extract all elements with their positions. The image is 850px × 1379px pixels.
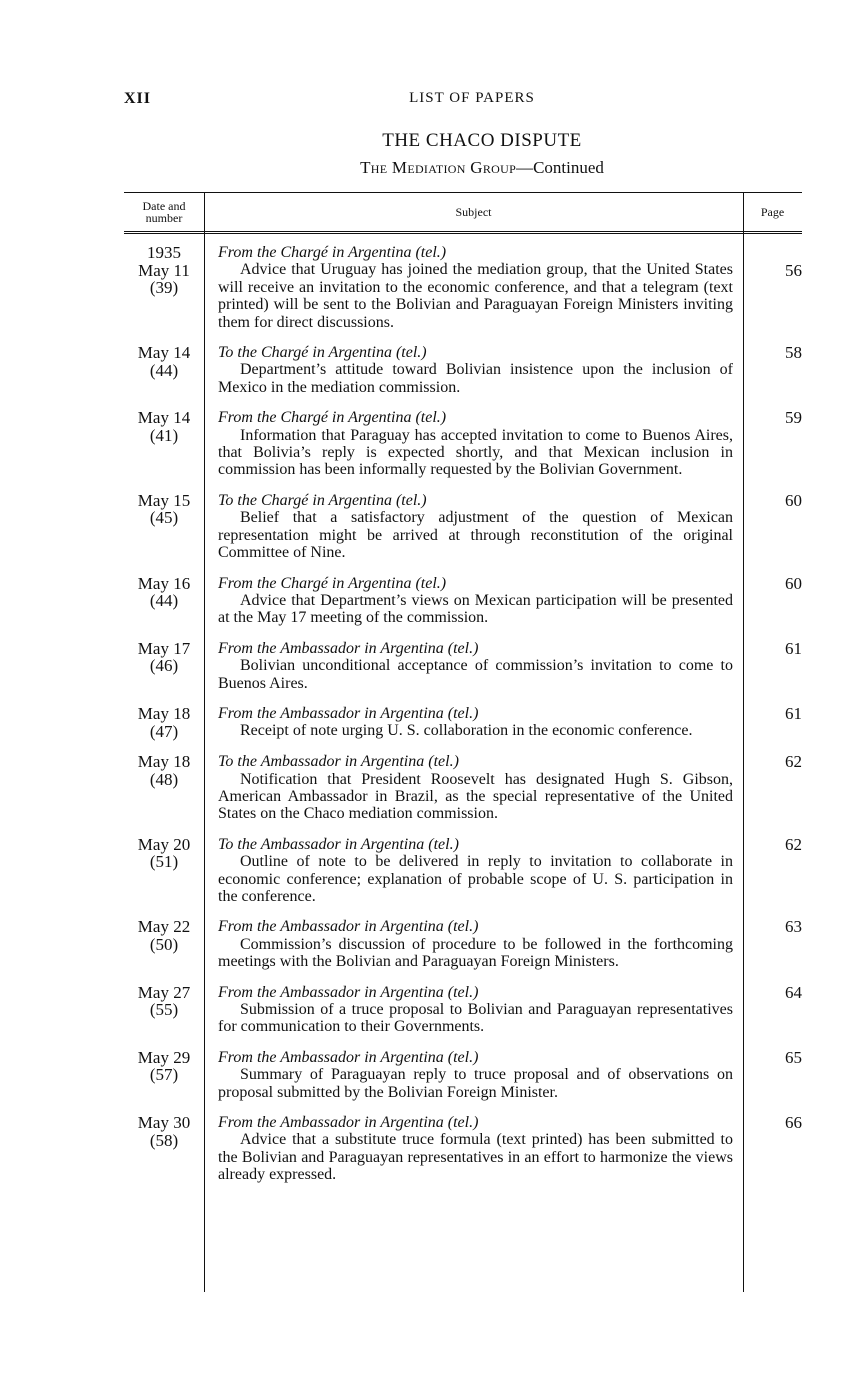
page-reference: 61 [785, 703, 802, 723]
subject-summary: Commission’s discussion of procedure to be followed in the forthcoming meetings with the Bolivian and Paraguayan Foreign Ministers. [218, 935, 733, 971]
subject-cell [218, 836, 733, 906]
correspondent-line [218, 244, 733, 261]
date-cell [124, 344, 204, 396]
column-header-date-line2: number [145, 211, 183, 225]
document-number: (45) [149, 508, 179, 528]
subject-cell [218, 640, 733, 692]
subject-cell [218, 244, 733, 331]
running-head [124, 90, 800, 112]
table-row [124, 1114, 802, 1184]
telegram-marker: (tel.) [447, 1114, 479, 1132]
date-label: May 30 [137, 1113, 191, 1133]
telegram-marker: (tel.) [447, 983, 479, 1001]
telegram-marker: (tel.) [447, 704, 479, 722]
correspondent: From the Chargé in Argentina [218, 574, 412, 592]
date-label: May 11 [138, 260, 190, 280]
date-cell [124, 918, 204, 970]
document-number: (48) [149, 769, 179, 789]
correspondent: From the Ambassador in Argentina [218, 918, 444, 936]
telegram-marker: (tel.) [415, 244, 447, 261]
date-label: May 29 [137, 1047, 191, 1067]
subject-cell [218, 753, 733, 823]
date-label: May 14 [137, 408, 191, 428]
section-title: THE CHACO DISPUTE [382, 130, 582, 151]
date-label: May 22 [137, 917, 191, 937]
document-number: (47) [149, 721, 179, 741]
subject-summary: Belief that a satisfactory adjustment of the question of Mexican representation might be arrived at through reconstitution of the original Committee of Nine. [218, 509, 733, 562]
date-cell [124, 409, 204, 479]
subject-cell [218, 1049, 733, 1101]
page-cell [743, 1114, 802, 1184]
page-cell [743, 575, 802, 627]
page-cell [743, 640, 802, 692]
table-row [124, 409, 802, 479]
table-row [124, 705, 802, 740]
correspondent-line [218, 344, 733, 361]
telegram-marker: (tel.) [395, 344, 427, 362]
section-subtitle-main: The Mediation Group [360, 158, 517, 177]
date-label: May 14 [137, 343, 191, 363]
correspondent: To the Ambassador in Argentina [218, 753, 425, 771]
page-cell [743, 836, 802, 906]
correspondent-line [218, 1049, 733, 1066]
document-number: (51) [149, 852, 179, 872]
table-row [124, 244, 802, 331]
document-number: (55) [149, 1000, 179, 1020]
running-title: LIST OF PAPERS [409, 90, 535, 106]
subject-summary: Summary of Paraguayan reply to truce proposal and of observations on proposal submitted by the Bolivian Foreign Minister. [218, 1066, 733, 1101]
year-label: 1935 [147, 243, 181, 262]
column-header-date [124, 192, 204, 232]
table-body [124, 244, 802, 1197]
document-number: (57) [149, 1065, 179, 1085]
table-row [124, 640, 802, 692]
page-reference: 60 [785, 490, 802, 510]
telegram-marker: (tel.) [447, 1048, 479, 1066]
correspondent-line [218, 1114, 733, 1131]
telegram-marker: (tel.) [415, 574, 447, 592]
subject-summary: Notification that President Roosevelt has designated Hugh S. Gibson, American Ambassador in Brazil, as the special representative of the United States on the Chaco mediation commission. [218, 770, 733, 823]
table-row [124, 984, 802, 1036]
subject-summary: Department’s attitude toward Bolivian insistence upon the inclusion of Mexico in the mediation commission. [218, 361, 733, 396]
page-reference: 63 [785, 917, 802, 937]
correspondent: From the Ambassador in Argentina [218, 639, 444, 657]
telegram-marker: (tel.) [447, 639, 479, 657]
subject-cell [218, 492, 733, 562]
correspondent-line [218, 575, 733, 592]
subject-summary: Advice that a substitute truce formula (text printed) has been submitted to the Bolivian and Paraguayan representatives in an effort to harmonize the views already expressed. [218, 1131, 733, 1184]
correspondent: From the Chargé in Argentina [218, 244, 412, 261]
subject-cell [218, 918, 733, 970]
page-reference: 60 [785, 573, 802, 593]
page-cell [743, 705, 802, 740]
correspondent: To the Chargé in Argentina [218, 491, 392, 509]
section-subtitle [124, 158, 800, 178]
subject-cell [218, 344, 733, 396]
table-row [124, 836, 802, 906]
page-reference: 62 [785, 834, 802, 854]
document-number: (50) [149, 934, 179, 954]
correspondent: From the Chargé in Argentina [218, 409, 412, 427]
date-cell [124, 492, 204, 562]
correspondent-line [218, 753, 733, 770]
telegram-marker: (tel.) [395, 491, 427, 509]
document-number: (58) [149, 1130, 179, 1150]
date-label: May 20 [137, 834, 191, 854]
date-label: May 15 [137, 490, 191, 510]
correspondent-line [218, 918, 733, 935]
subject-summary: Advice that Uruguay has joined the mediation group, that the United States will receive an invitation to the economic conference, and that a telegram (text printed) will be sent to the Bolivian and Paraguayan Foreign Ministers inviting them for direct discussions. [218, 261, 733, 331]
subject-summary: Bolivian unconditional acceptance of commission’s invitation to come to Buenos Aires. [218, 657, 733, 692]
correspondent: To the Ambassador in Argentina [218, 835, 425, 853]
date-cell [124, 705, 204, 740]
correspondent: From the Ambassador in Argentina [218, 704, 444, 722]
page-reference: 59 [785, 408, 802, 428]
correspondent-line [218, 705, 733, 722]
page-reference: 62 [785, 752, 802, 772]
correspondent-line [218, 640, 733, 657]
page-reference: 65 [785, 1047, 802, 1067]
page-reference: 64 [785, 982, 802, 1002]
correspondent-line [218, 492, 733, 509]
telegram-marker: (tel.) [428, 835, 459, 853]
papers-table [124, 192, 802, 1292]
date-label: May 18 [137, 752, 191, 772]
document-number: (39) [149, 278, 179, 298]
subject-cell [218, 705, 733, 740]
date-cell [124, 1114, 204, 1184]
page-cell [743, 1049, 802, 1101]
page-cell [743, 244, 802, 331]
date-cell [124, 575, 204, 627]
telegram-marker: (tel.) [415, 409, 447, 427]
page-reference: 58 [785, 343, 802, 363]
telegram-marker: (tel.) [447, 918, 479, 936]
page-reference: 61 [785, 638, 802, 658]
subject-cell [218, 409, 733, 479]
correspondent: From the Ambassador in Argentina [218, 1048, 444, 1066]
table-row [124, 492, 802, 562]
page-reference: 66 [785, 1113, 802, 1133]
column-header-date-line1: Date and [142, 199, 186, 213]
table-row [124, 918, 802, 970]
page-cell [743, 492, 802, 562]
subject-summary: Information that Paraguay has accepted invitation to come to Buenos Aires, that Bolivia’s reply is expected shortly, and that Mexican inclusion in commission has been informally requested by the Bolivian Government. [218, 426, 733, 479]
subject-summary: Outline of note to be delivered in reply to invitation to collaborate in economic conference; explanation of probable scope of U. S. participation in the conference. [218, 853, 733, 905]
correspondent: From the Ambassador in Argentina [218, 1114, 444, 1132]
correspondent-line [218, 984, 733, 1001]
correspondent-line [218, 409, 733, 426]
date-label: May 27 [137, 982, 191, 1002]
page-reference: 56 [785, 260, 802, 280]
correspondent: From the Ambassador in Argentina [218, 983, 444, 1001]
subject-summary: Receipt of note urging U. S. collaboration in the economic conference. [240, 722, 693, 740]
table-row [124, 753, 802, 823]
column-header-page: Page [760, 205, 785, 219]
page-cell [743, 409, 802, 479]
date-label: May 16 [137, 573, 191, 593]
page-number: XII [124, 90, 152, 107]
document-number: (41) [149, 425, 179, 445]
telegram-marker: (tel.) [428, 753, 459, 771]
table-row [124, 344, 802, 396]
subject-cell [218, 1114, 733, 1184]
document-number: (44) [149, 360, 179, 380]
date-cell [124, 244, 204, 331]
date-cell [124, 753, 204, 823]
column-header-subject: Subject [455, 205, 492, 219]
subject-cell [218, 575, 733, 627]
table-header-rule-double [124, 233, 802, 234]
date-cell [124, 1049, 204, 1101]
date-label: May 17 [137, 638, 191, 658]
date-cell [124, 984, 204, 1036]
document-number: (46) [149, 656, 179, 676]
table-row [124, 575, 802, 627]
section-subtitle-suffix: —Continued [516, 158, 604, 177]
page-cell [743, 984, 802, 1036]
page-cell [743, 918, 802, 970]
document-number: (44) [149, 591, 179, 611]
subject-summary: Submission of a truce proposal to Bolivian and Paraguayan representatives for communication to their Governments. [218, 1001, 733, 1036]
page-cell [743, 344, 802, 396]
page-cell [743, 753, 802, 823]
date-cell [124, 640, 204, 692]
correspondent: To the Chargé in Argentina [218, 344, 392, 362]
subject-cell [218, 984, 733, 1036]
correspondent-line [218, 836, 733, 853]
date-cell [124, 836, 204, 906]
table-row [124, 1049, 802, 1101]
subject-summary: Advice that Department’s views on Mexican participation will be presented at the May 17 meeting of the commission. [218, 591, 733, 627]
date-label: May 18 [137, 703, 191, 723]
